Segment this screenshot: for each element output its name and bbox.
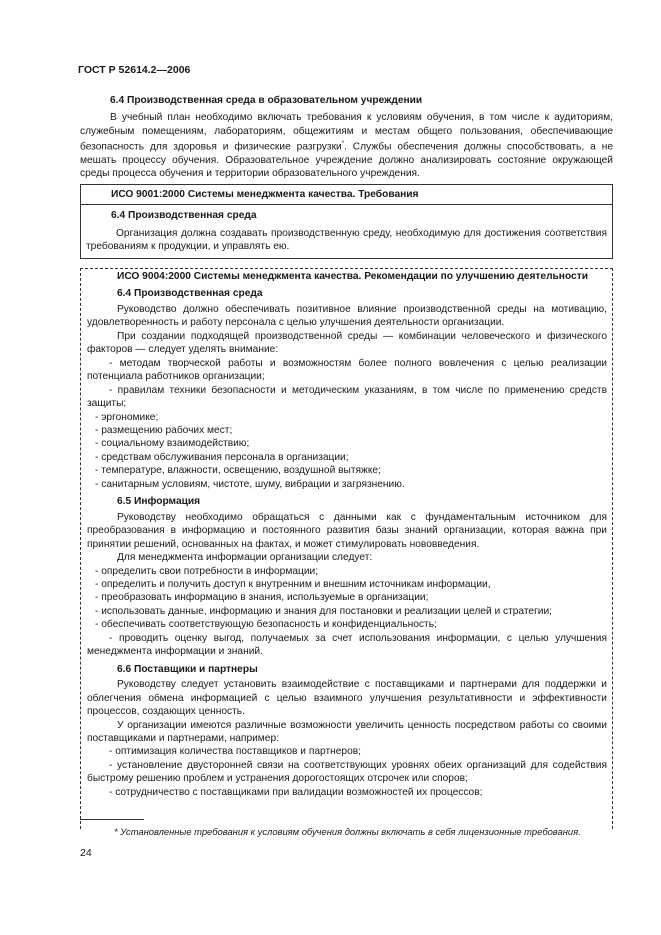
- iso9004-s64-heading: 6.4 Производственная среда: [117, 288, 263, 300]
- paragraph: Руководству следует установить взаимодействие с поставщиками и партнерами для поддержки и облегчения обмена информацией с целью взаимного улучшения результативности и эффективности процессов, создающих ценность.: [87, 679, 607, 718]
- page-number: 24: [80, 847, 92, 859]
- list-item: - оптимизация количества поставщиков и партнеров;: [109, 746, 361, 758]
- list-item: - установление двусторонней связи на соответствующих уровнях обеих организаций для содействия быстрому решению проблем и устранения дорогостоящих отсрочек или споров;: [87, 759, 607, 785]
- iso9001-title: ИСО 9001:2000 Системы менеджмента качества. Требования: [111, 189, 419, 200]
- list-item: - размещению рабочих мест;: [95, 424, 233, 436]
- list-item: - температуре, влажности, освещению, воздушной вытяжке;: [95, 465, 381, 477]
- footnote-mark: *: [341, 141, 345, 148]
- list-item: - сотрудничество с поставщиками при валидации возможностей их процессов;: [109, 786, 483, 798]
- document-header: ГОСТ Р 52614.2—2006: [78, 64, 191, 76]
- list-item: - проводить оценку выгод, получаемых за счет использования информации, с целью улучшения менеджмента информации и знаний.: [87, 632, 607, 658]
- section-body: В учебный план необходимо включать требования к условиям обучения, в том числе к аудиториям, служебным помещениям, лабораториям, общежитиям и местам общего пользования, обеспечивающие безопасность для здоровья и физические разгрузки*. Службы обеспечения должны способствовать, а не мешать процессу обучения. Образовательное учреждение должно анализировать состояние окружающей среды процесса обучения и территории образовательного учреждения.: [80, 112, 613, 180]
- list-item: - преобразовать информацию в знания, используемые в организации;: [95, 592, 429, 604]
- list-item: - санитарным условиям, чистоте, шуму, вибрации и загрязнению.: [95, 478, 405, 490]
- paragraph: При создании подходящей производственной среды — комбинации человеческого и физического факторов — следует уделять внимание:: [87, 330, 607, 356]
- paragraph: Для менеджмента информации организации следует:: [117, 552, 373, 564]
- section-6-4: [80, 94, 613, 181]
- iso9001-box: [80, 184, 613, 259]
- iso9001-heading: 6.4 Производственная среда: [111, 210, 257, 221]
- iso9004-box: [80, 268, 613, 829]
- list-item: - правилам техники безопасности и методическим указаниям, в том числе по применению средств защиты;: [87, 384, 607, 410]
- list-item: - определить свои потребности в информации;: [95, 565, 319, 577]
- iso9004-s65-heading: 6.5 Информация: [117, 496, 201, 508]
- list-item: - методам творческой работы и возможностям более полного вовлечения с целью реализации потенциала работников организации;: [87, 357, 607, 383]
- list-item: - социальному взаимодействию;: [95, 438, 250, 450]
- iso9004-title: ИСО 9004:2000 Системы менеджмента качества. Рекомендации по улучшению деятельности: [117, 271, 588, 282]
- paragraph: Руководство должно обеспечивать позитивное влияние производственной среды на мотивацию, удовлетворенность и работу персонала с целью улучшения деятельности организации.: [87, 303, 607, 329]
- box-divider: [81, 204, 612, 205]
- list-item: - использовать данные, информацию и знания для постановки и реализации целей и стратегии;: [95, 605, 552, 617]
- paragraph: Руководству необходимо обращаться с данными как с фундаментальным источником для преобразования в информацию и постоянного развития базы знаний организации, которая важна при принятии решений, основанных на фактах, и может стимулировать нововведения.: [87, 511, 607, 550]
- paragraph: У организации имеются различные возможности увеличить ценность посредством работы со своими поставщиками и партнерами, например:: [87, 719, 607, 744]
- list-item: - эргономике;: [95, 411, 159, 423]
- footnote-separator: [80, 819, 144, 820]
- section-heading: 6.4 Производственная среда в образовательном учреждении: [110, 95, 423, 106]
- list-item: - определить и получить доступ к внутренним и внешним источникам информации,: [95, 578, 491, 590]
- iso9004-s66-heading: 6.6 Поставщики и партнеры: [117, 663, 258, 675]
- list-item: - обеспечивать соответствующую безопасность и конфиденциальность;: [95, 619, 437, 631]
- footnote: * Установленные требования к условиям обучения должны включать в себя лицензионные требования.: [114, 826, 581, 837]
- iso9001-text: Организация должна создавать производственную среду, необходимую для достижения соответствия требованиям к продукции, и управлять ею.: [86, 228, 607, 253]
- list-item: - средствам обслуживания персонала в организации;: [95, 451, 349, 463]
